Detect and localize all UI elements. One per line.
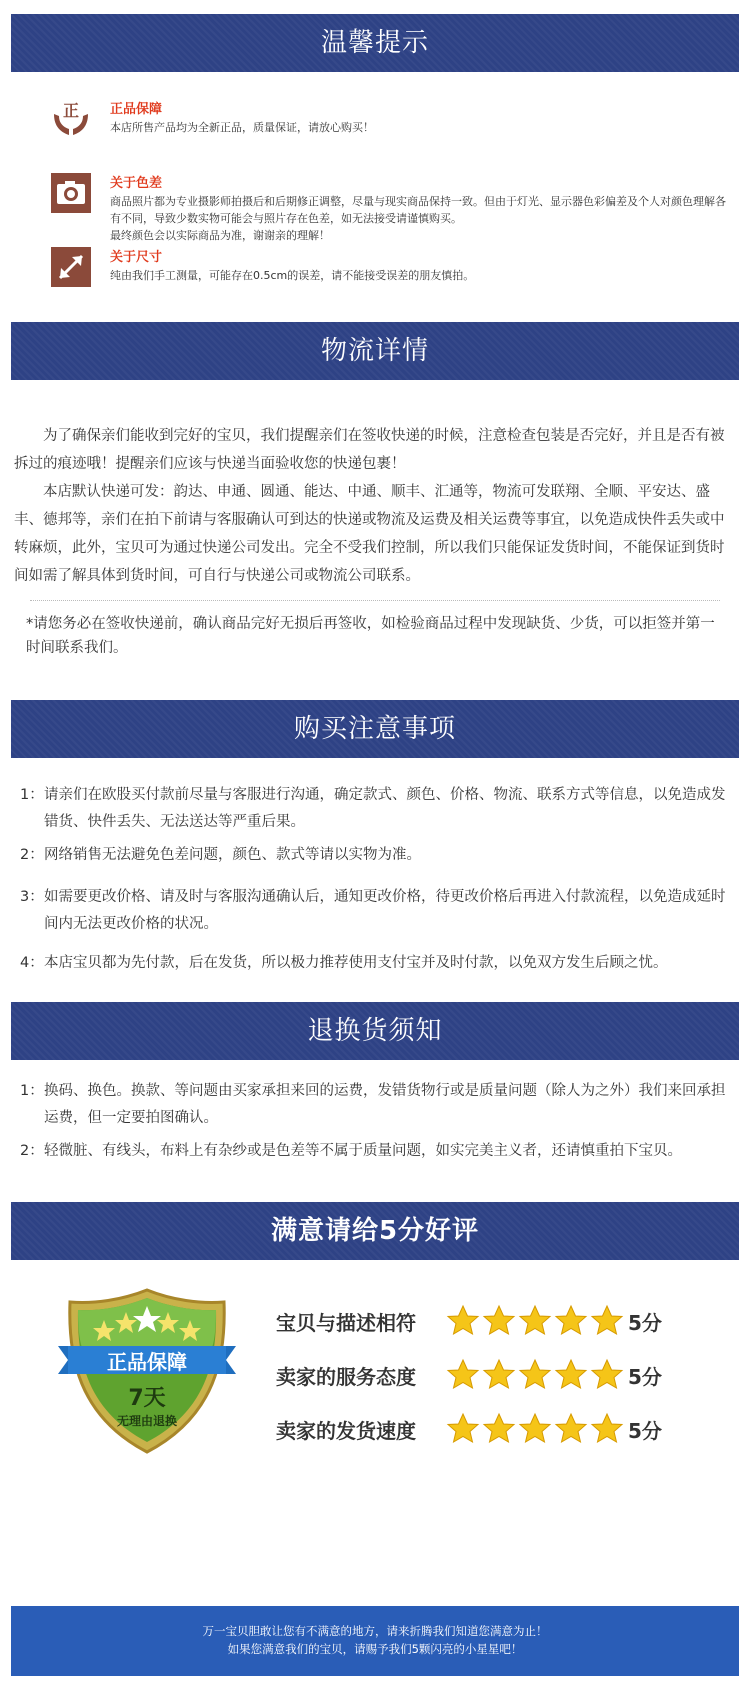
list-text: 本店宝贝都为先付款，后在发货，所以极力推荐使用支付宝并及时付款，以免双方发生后顾之忧。 xyxy=(44,955,668,971)
star-icon xyxy=(482,1412,516,1446)
list-text: 网络销售无法避免色差问题，颜色、款式等请以实物为准。 xyxy=(44,847,421,863)
list-text: 轻微脏、有线头，布料上有杂纱或是色差等不属于质量问题，如实完美主义者，还请慎重拍下宝贝。 xyxy=(44,1143,682,1159)
svg-text:正: 正 xyxy=(62,101,80,120)
divider xyxy=(30,600,720,601)
badge-sub-text: 无理由退换 xyxy=(116,1414,177,1428)
footer-line: 万一宝贝胆敢让您有不满意的地方，请来折腾我们知道您满意为止！ xyxy=(202,1624,548,1638)
camera-icon xyxy=(50,172,92,214)
star-icon xyxy=(590,1358,624,1392)
rating-label: 卖家的发货速度 xyxy=(276,1418,416,1443)
list-text: 换码、换色。换款、等问题由买家承担来回的运费，发错货物行或是质量问题（除人为之外）我们来回承担运费，但一定要拍图确认。 xyxy=(44,1083,726,1126)
star-icon xyxy=(446,1304,480,1338)
tip-text: 本店所售产品均为全新正品，质量保证，请放心购买！ xyxy=(110,121,374,134)
list-item xyxy=(20,884,736,938)
section-banner-returns: 退换货须知 xyxy=(11,1002,739,1060)
rating-score: 5分 xyxy=(628,1364,662,1389)
list-item xyxy=(20,1078,736,1132)
section-banner-logistics: 物流详情 xyxy=(11,322,739,380)
star-icon xyxy=(518,1412,552,1446)
star-icon xyxy=(554,1304,588,1338)
section-banner-purchase: 购买注意事项 xyxy=(11,700,739,758)
badge-banner-text: 正品保障 xyxy=(107,1350,187,1374)
star-icon xyxy=(518,1304,552,1338)
star-rating xyxy=(446,1304,626,1338)
list-text: 如需要更改价格、请及时与客服沟通确认后，通知更改价格，待更改价格后再进入付款流程，以免造成延时间内无法更改价格的状况。 xyxy=(44,889,726,932)
logistics-paragraph: 本店默认快递可发：韵达、申通、圆通、能达、中通、顺丰、汇通等，物流可发联翔、全顺、平安达、盛丰、德邦等，亲们在拍下前请与客服确认可到达的快递或物流及运费及相关运费等事宜，以免造成快件丢失或中转麻烦，此外，宝贝可为通过快递公司发出。完全不受我们控制，所以我们只能保证发货时间，不能保证到货时间如需了解具体到货时间，可自行与快递公司或物流公司联系。 xyxy=(14,484,725,584)
list-text: 请亲们在欧股买付款前尽量与客服进行沟通，确定款式、颜色、价格、物流、联系方式等信息，以免造成发错货、快件丢失、无法送达等严重后果。 xyxy=(44,787,726,830)
star-icon xyxy=(482,1358,516,1392)
rating-row xyxy=(276,1409,678,1449)
tip-title: 关于色差 xyxy=(110,176,163,191)
logistics-paragraph: 为了确保亲们能收到完好的宝贝，我们提醒亲们在签收快递的时候，注意检查包装是否完好，并且是否有被拆过的痕迹哦！提醒亲们应该与快递当面验收您的快递包裹！ xyxy=(14,428,725,472)
star-rating xyxy=(446,1358,626,1392)
tip-title: 正品保障 xyxy=(110,102,163,117)
list-number: 4： xyxy=(20,955,44,971)
list-item xyxy=(20,842,736,869)
tip-title: 关于尺寸 xyxy=(110,250,163,265)
footer-line: 如果您满意我们的宝贝，请赐予我们5颗闪亮的小星星吧！ xyxy=(227,1642,523,1656)
logistics-note: *请您务必在签收快递前，确认商品完好无损后再签收，如检验商品过程中发现缺货、少货，可以拒签并第一时间联系我们。 xyxy=(26,616,715,656)
rating-score: 5分 xyxy=(628,1418,662,1443)
footer-banner xyxy=(11,1606,739,1676)
rating-label: 卖家的服务态度 xyxy=(276,1364,416,1389)
star-rating xyxy=(446,1412,626,1446)
list-number: 2： xyxy=(20,1143,44,1159)
badge-days-text: 7天 xyxy=(128,1386,166,1411)
tip-text: 商品照片都为专业摄影师拍摄后和后期修正调整，尽量与现实商品保持一致。但由于灯光、显示器色彩偏差及个人对颜色理解各有不同，导致少数实物可能会与照片存在色差，如无法接受请谨慎购买。 最终颜色会以实际商品为准，谢谢亲的理解！ xyxy=(110,195,726,242)
hands-icon xyxy=(50,98,92,140)
list-number: 1： xyxy=(20,1083,44,1099)
rating-row xyxy=(276,1301,678,1341)
star-icon xyxy=(554,1358,588,1392)
star-icon xyxy=(590,1304,624,1338)
star-icon xyxy=(518,1358,552,1392)
list-item xyxy=(20,782,736,836)
star-icon xyxy=(446,1358,480,1392)
rating-score: 5分 xyxy=(628,1310,662,1335)
list-number: 2： xyxy=(20,847,44,863)
rating-label: 宝贝与描述相符 xyxy=(276,1310,416,1335)
star-icon xyxy=(482,1304,516,1338)
section-banner-review: 满意请给5分好评 xyxy=(11,1202,739,1260)
section-banner-tips: 温馨提示 xyxy=(11,14,739,72)
tip-text: 纯由我们手工测量，可能存在0.5cm的误差，请不能接受误差的朋友慎拍。 xyxy=(110,269,475,282)
star-icon xyxy=(446,1412,480,1446)
star-icon xyxy=(590,1412,624,1446)
list-item xyxy=(20,1138,736,1165)
star-icon xyxy=(554,1412,588,1446)
list-item xyxy=(20,950,736,977)
list-number: 1： xyxy=(20,787,44,803)
rating-row xyxy=(276,1355,678,1395)
resize-arrow-icon xyxy=(50,246,92,288)
list-number: 3： xyxy=(20,889,44,905)
